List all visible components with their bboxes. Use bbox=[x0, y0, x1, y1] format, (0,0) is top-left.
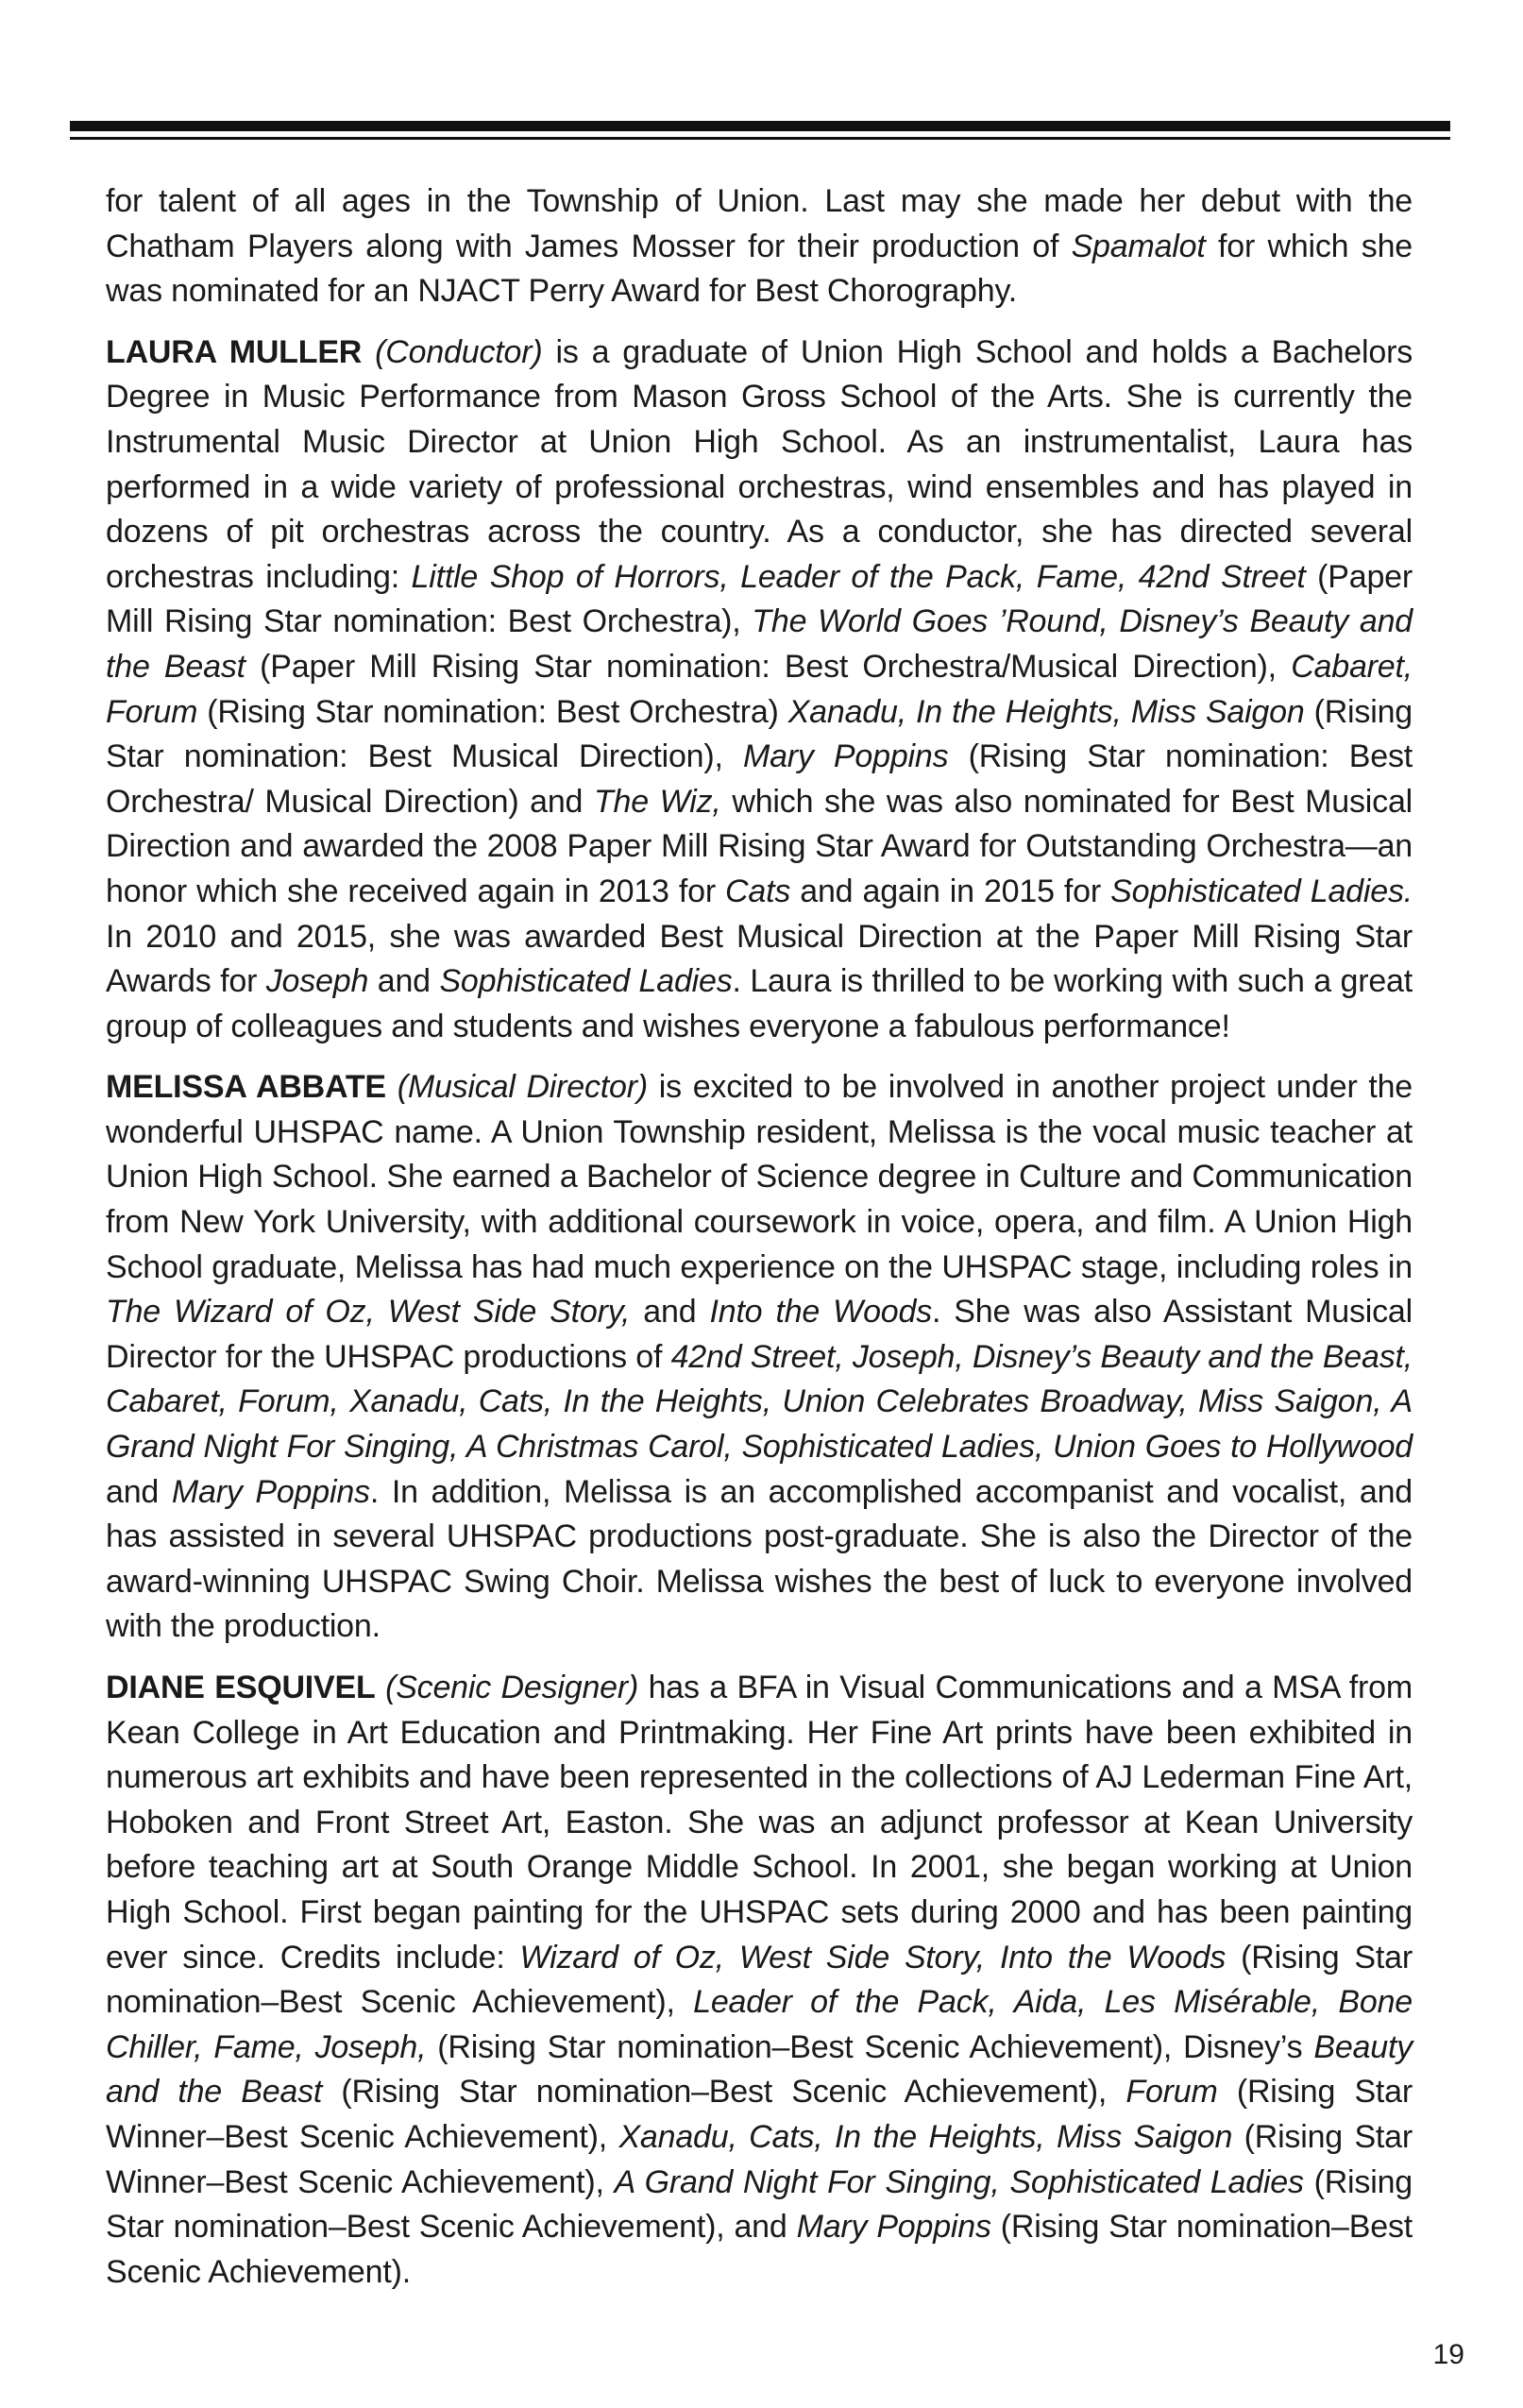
title-italic: The Wizard of Oz, West Side Story, bbox=[106, 1294, 631, 1331]
bio-name: MELISSA ABBATE bbox=[106, 1069, 386, 1106]
bio-text: (Rising Star nomination–Best Scenic Achievement), bbox=[106, 1939, 1413, 2021]
title-italic: Forum bbox=[1125, 2074, 1218, 2111]
bio-text: (Rising Star nomination–Best Scenic Achievement), bbox=[322, 2074, 1126, 2111]
bio-text: (Rising Star nomination: Best Orchestra) bbox=[197, 693, 788, 730]
title-italic: The World Goes ’Round, Disney’s Beauty and the Beast bbox=[106, 603, 1413, 685]
title-italic: The Wiz, bbox=[593, 783, 721, 820]
bio-text: has a BFA in Visual Communications and a MSA from Kean College in Art Education and Printmaking. Her Fine Art prints have been exhibited in numerous art exhibits and have been represented in the collections of AJ Lederman Fine Art, Hoboken and Front Street Art, Easton. She was an adjunct professor at Kean University before teaching art at South Orange Middle School. In 2001, she began working at Union High School. First began painting for the UHSPAC sets during 2000 and has been painting ever since. Credits include: bbox=[106, 1670, 1413, 1976]
bio-text: . In addition, Melissa is an accomplished accompanist and vocalist, and has assisted in several UHSPAC productions post-graduate. She is also the Director of the award-winning UHSPAC Swing Choir. Melissa wishes the best of luck to everyone involved with the production. bbox=[106, 1473, 1413, 1645]
title-italic: Little Shop of Horrors, Leader of the Pack, Fame, 42nd Street bbox=[411, 558, 1306, 595]
bio-text: (Rising Star nomination–Best Scenic Achievement). bbox=[106, 2209, 1413, 2290]
title-italic: Leader of the Pack, Aida, Les Misérable, Bone Chiller, Fame, Joseph, bbox=[106, 1984, 1413, 2065]
bio-paragraph bbox=[106, 1666, 1413, 2295]
bio-text: (Rising Star nomination–Best Scenic Achievement), Disney’s bbox=[426, 2028, 1314, 2065]
bio-paragraph bbox=[106, 331, 1413, 1050]
bio-text: for which she was nominated for an NJACT Perry Award for Best Chorography. bbox=[106, 228, 1413, 310]
title-italic: Mary Poppins bbox=[742, 738, 949, 775]
bio-role: (Musical Director) bbox=[397, 1069, 648, 1106]
title-italic: Joseph bbox=[265, 963, 369, 1000]
bio-text: (Paper Mill Rising Star nomination: Best Orchestra/Musical Direction), bbox=[245, 648, 1292, 685]
bio-text: . Laura is thrilled to be working with such a great group of colleagues and students and wishes everyone a fabulous performance! bbox=[106, 963, 1413, 1044]
title-italic: Cats bbox=[725, 873, 791, 909]
title-italic: A Grand Night For Singing, Sophisticated Ladies bbox=[614, 2163, 1304, 2200]
title-italic: Sophisticated Ladies bbox=[439, 963, 733, 1000]
bio-text: is a graduate of Union High School and holds a Bachelors Degree in Music Performance from Mason Gross School of the Arts. She is currently the Instrumental Music Director at Union High School. As an instrumentalist, Laura has performed in a wide variety of professional orchestras, wind ensembles and has played in dozens of pit orchestras across the country. As a conductor, she has directed several orchestras including: bbox=[106, 333, 1413, 595]
bio-content bbox=[106, 179, 1413, 2311]
bio-text: is excited to be involved in another project under the wonderful UHSPAC name. A Union Township resident, Melissa is the vocal music teacher at Union High School. She earned a Bachelor of Science degree in Culture and Communication from New York University, with additional coursework in voice, opera, and film. A Union High School graduate, Melissa has had much experience on the UHSPAC stage, including roles in bbox=[106, 1069, 1413, 1285]
title-italic: Mary Poppins bbox=[796, 2209, 991, 2246]
bio-text: (Rising Star nomination–Best Scenic Achievement), and bbox=[106, 2163, 1413, 2246]
bio-text: and bbox=[368, 963, 440, 1000]
bio-text: (Rising Star Winner–Best Scenic Achievement), bbox=[106, 2074, 1413, 2155]
bio-text: (Rising Star nomination: Best Musical Direction), bbox=[106, 693, 1413, 775]
bio-name: LAURA MULLER bbox=[106, 333, 363, 370]
bio-text: for talent of all ages in the Township of Union. Last may she made her debut with the Chatham Players along with James Mosser for their production of bbox=[106, 183, 1413, 264]
bio-text: (Paper Mill Rising Star nomination: Best Orchestra), bbox=[106, 558, 1413, 640]
title-italic: Wizard of Oz, West Side Story, Into the Woods bbox=[519, 1939, 1227, 1976]
header-rule-thick bbox=[70, 121, 1450, 131]
page-number: 19 bbox=[1432, 2339, 1464, 2370]
bio-text: In 2010 and 2015, she was awarded Best Musical Direction at the Paper Mill Rising Star Awards for bbox=[106, 918, 1413, 1000]
title-italic: Sophisticated Ladies. bbox=[1110, 873, 1413, 909]
bio-text: . She was also Assistant Musical Director for the UHSPAC productions of bbox=[106, 1294, 1413, 1375]
title-italic: Xanadu, In the Heights, Miss Saigon bbox=[787, 693, 1305, 730]
title-italic: Mary Poppins bbox=[171, 1473, 370, 1510]
bio-paragraph bbox=[106, 1065, 1413, 1650]
bio-text: and again in 2015 for bbox=[790, 873, 1111, 909]
bio-role: (Conductor) bbox=[375, 333, 543, 370]
bio-role: (Scenic Designer) bbox=[385, 1670, 639, 1705]
bio-text: which she was also nominated for Best Musical Direction and awarded the 2008 Paper Mill Rising Star Award for Outstanding Orchestra—an honor which she received again in 2013 for bbox=[106, 783, 1413, 909]
title-italic: 42nd Street, Joseph, Disney’s Beauty and the Beast, Cabaret, Forum, Xanadu, Cats, In the Heights, Union Celebrates Broadway, Miss Saigon, A Grand Night For Singing, A Christmas Carol, Sophisticated Ladies, Union Goes to Hollywood bbox=[106, 1338, 1413, 1466]
title-italic: Spamalot bbox=[1071, 228, 1206, 264]
bio-name: DIANE ESQUIVEL bbox=[106, 1670, 376, 1705]
bio-text: and bbox=[106, 1473, 172, 1510]
bio-text: (Rising Star Winner–Best Scenic Achievement), bbox=[106, 2118, 1413, 2200]
title-italic: Xanadu, Cats, In the Heights, Miss Saigon bbox=[618, 2118, 1233, 2155]
bio-paragraph bbox=[106, 179, 1413, 314]
header-rule-thin bbox=[70, 137, 1450, 140]
bio-text: and bbox=[630, 1294, 710, 1331]
title-italic: Into the Woods bbox=[709, 1294, 932, 1331]
title-italic: Beauty and the Beast bbox=[106, 2028, 1413, 2111]
bio-text: (Rising Star nomination: Best Orchestra/ Musical Direction) and bbox=[106, 738, 1413, 820]
title-italic: Cabaret, Forum bbox=[106, 648, 1413, 730]
